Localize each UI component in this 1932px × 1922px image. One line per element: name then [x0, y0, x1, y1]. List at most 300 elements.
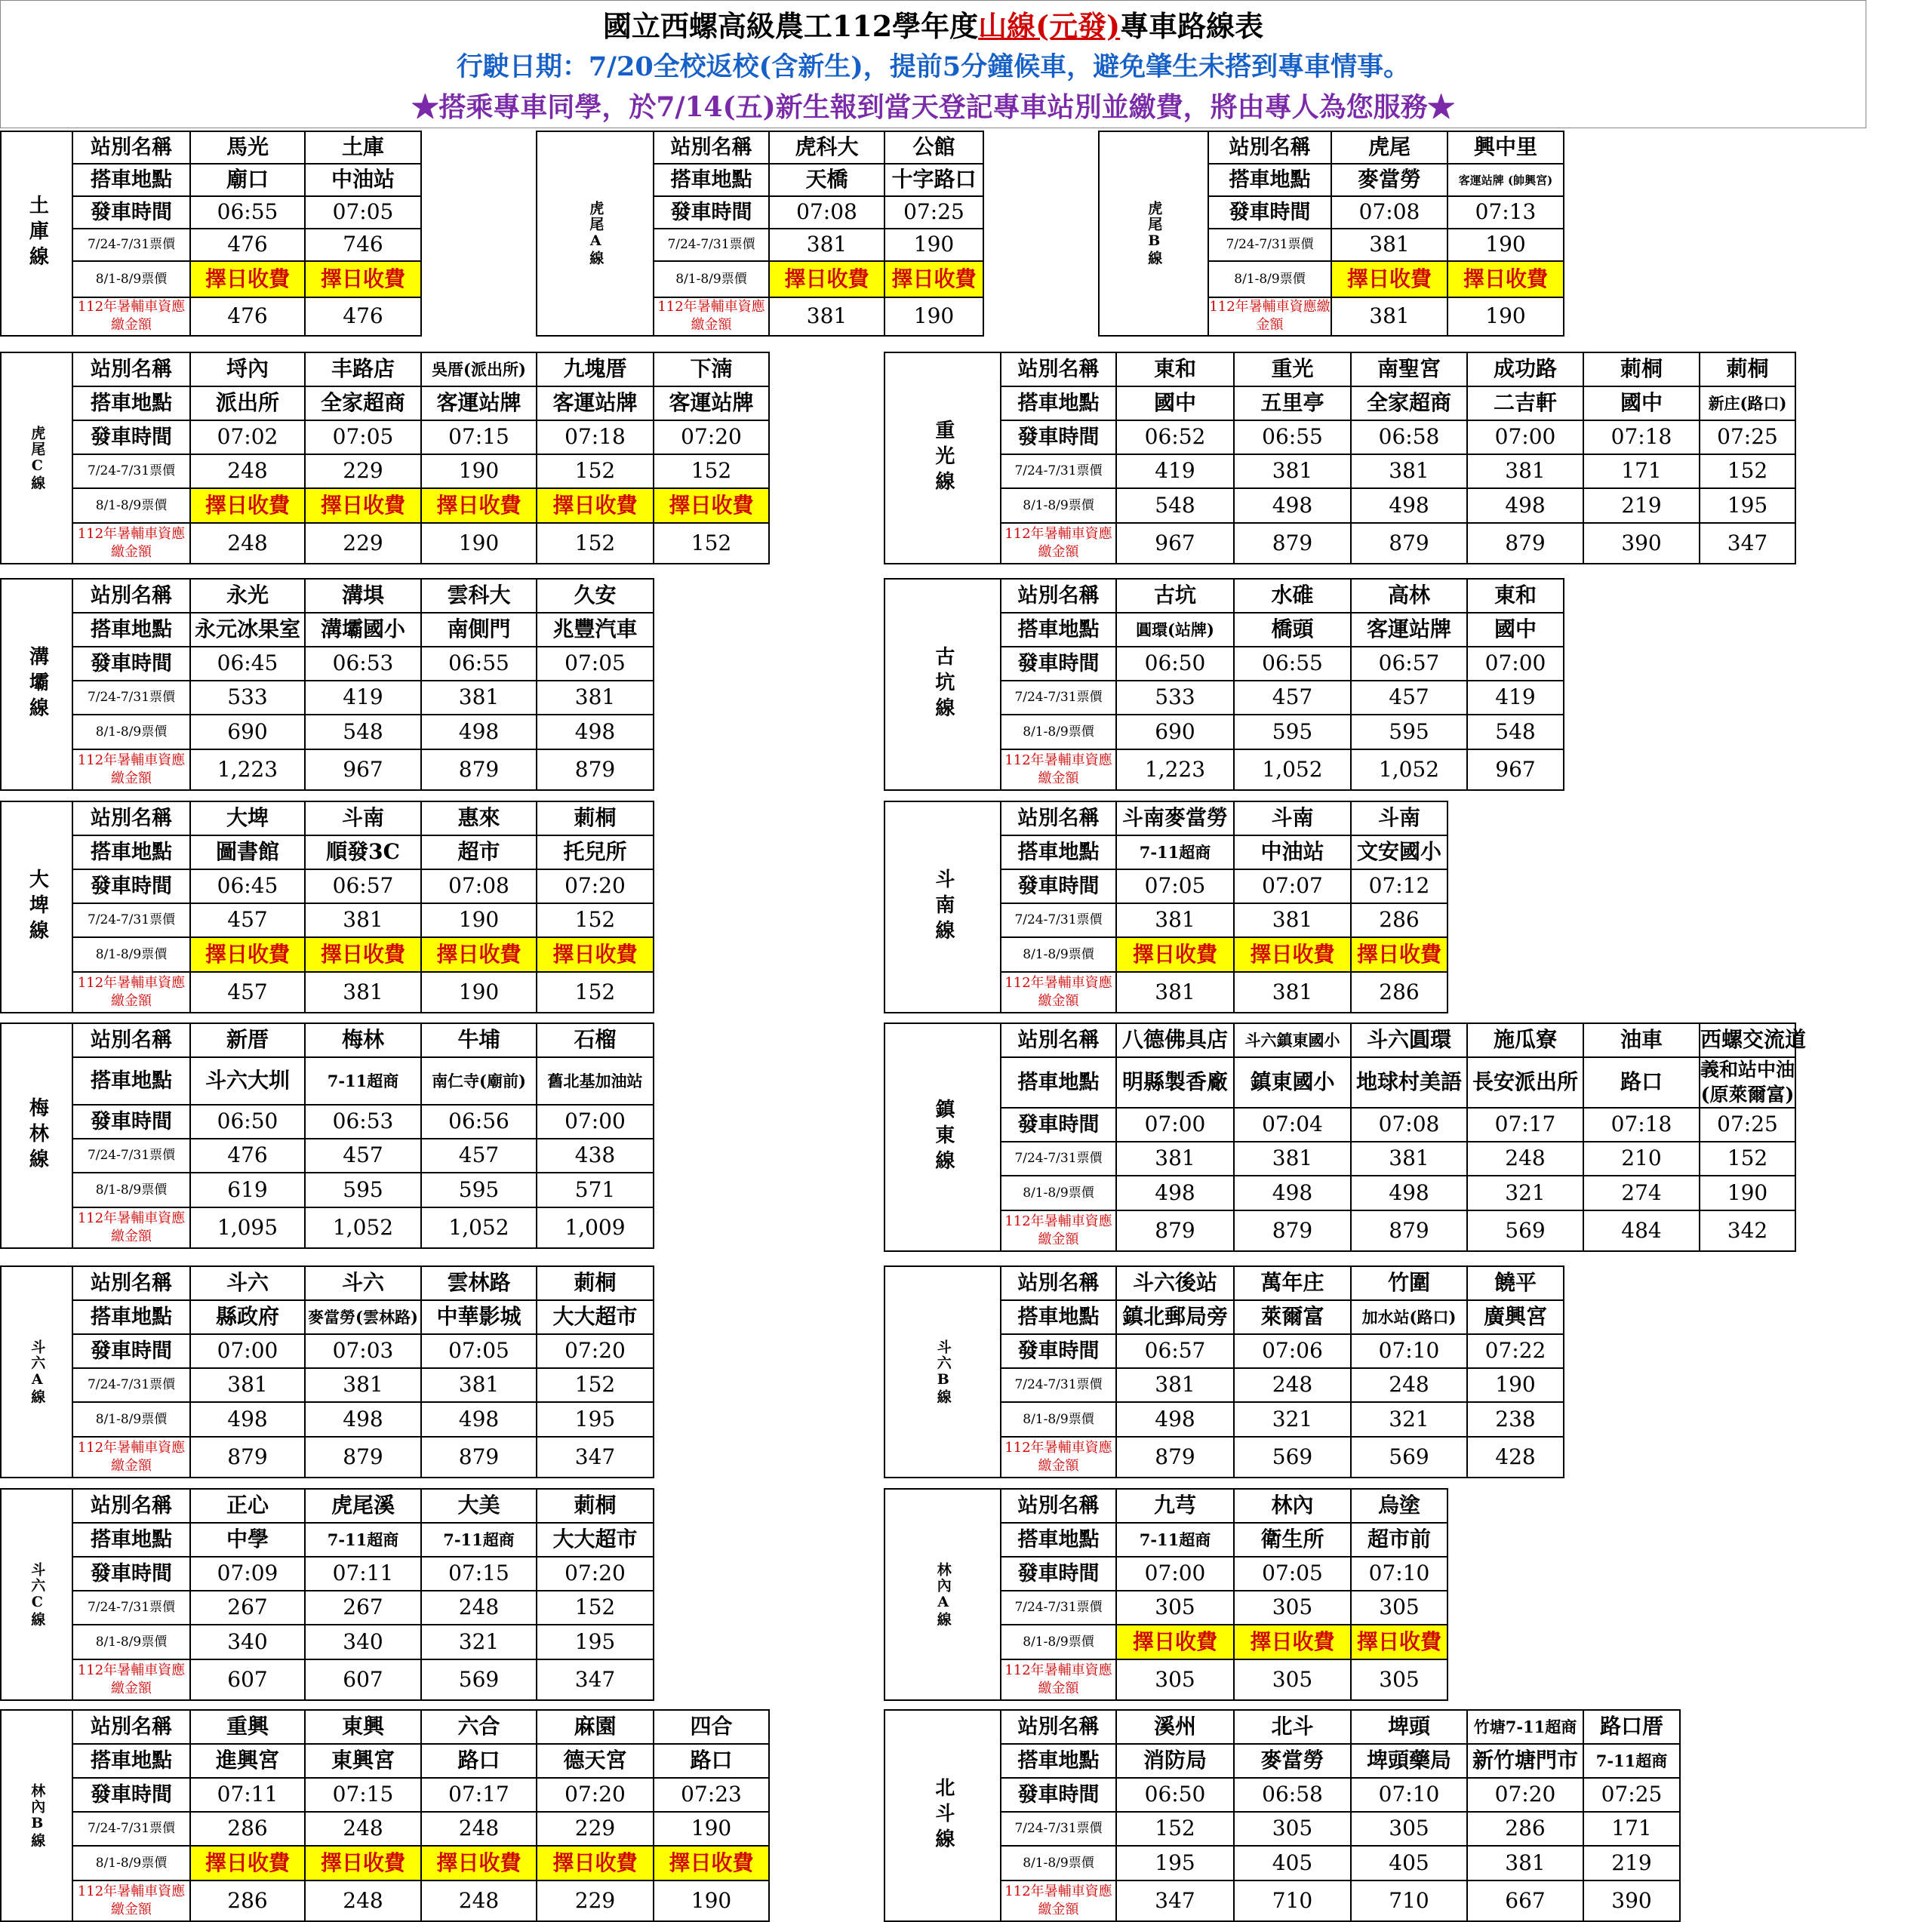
- place-cell: 路口: [421, 1744, 537, 1778]
- price-jul-row: [1, 903, 654, 937]
- row-label: 8/1-8/9票價: [72, 261, 190, 297]
- fee-cell: 667: [1467, 1880, 1583, 1921]
- price-cell: 擇日收費: [1351, 937, 1447, 972]
- station-cell: 雲林路: [421, 1266, 537, 1300]
- row-label: 搭車地點: [72, 835, 190, 869]
- fee-cell: 1,052: [305, 1207, 421, 1248]
- price-cell: 498: [421, 1402, 537, 1437]
- row-label: 發車時間: [1001, 1108, 1116, 1142]
- station-cell: 東和: [1116, 352, 1234, 386]
- page-title: [1, 5, 1866, 48]
- station-name-row: [884, 1489, 1447, 1523]
- row-label: 7/24-7/31票價: [72, 1591, 190, 1625]
- station-cell: 成功路: [1467, 352, 1583, 386]
- price-cell: 381: [1467, 1846, 1583, 1880]
- fee-cell: 569: [1467, 1210, 1583, 1251]
- fee-cell: 305: [1116, 1659, 1234, 1700]
- price-cell: 498: [1351, 1176, 1467, 1210]
- title-text: 國立西螺高級農工112學年度: [602, 9, 979, 43]
- route-name: 虎尾A線: [537, 131, 654, 336]
- price-cell: 498: [190, 1402, 305, 1437]
- price-cell: 286: [1467, 1812, 1583, 1846]
- fee-cell: 476: [190, 297, 305, 336]
- row-label: 112年暑輔車資應繳金額: [1001, 1659, 1116, 1700]
- row-label: 站別名稱: [1001, 801, 1116, 835]
- station-name-row: [1, 1023, 654, 1057]
- price-cell: 152: [654, 454, 769, 488]
- price-cell: 381: [421, 681, 537, 715]
- time-cell: 06:57: [1351, 647, 1467, 681]
- boarding-place-row: [1, 613, 654, 647]
- fee-cell: 152: [537, 972, 654, 1013]
- price-cell: 340: [305, 1625, 421, 1659]
- price-cell: 498: [1467, 488, 1583, 523]
- place-cell: 德天宮: [537, 1744, 654, 1778]
- price-cell: 擇日收費: [190, 937, 305, 972]
- price-cell: 擇日收費: [421, 488, 537, 523]
- station-cell: 莿桐: [1700, 352, 1795, 386]
- route-table: [884, 1488, 1448, 1701]
- row-label: 7/24-7/31票價: [72, 229, 190, 261]
- departure-time-row: [1, 1334, 654, 1368]
- fee-cell: 967: [305, 749, 421, 790]
- price-cell: 498: [1234, 1176, 1351, 1210]
- price-cell: 267: [305, 1591, 421, 1625]
- time-cell: 07:10: [1351, 1557, 1447, 1591]
- row-label: 發車時間: [72, 1105, 190, 1139]
- row-label: 7/24-7/31票價: [72, 1139, 190, 1173]
- place-cell: 路口: [654, 1744, 769, 1778]
- row-label: 112年暑輔車資應繳金額: [72, 972, 190, 1013]
- row-label: 112年暑輔車資應繳金額: [72, 297, 190, 336]
- row-label: 112年暑輔車資應繳金額: [1208, 297, 1331, 336]
- fee-row: [1, 523, 769, 564]
- price-cell: 152: [537, 903, 654, 937]
- price-cell: 擇日收費: [1234, 937, 1351, 972]
- route-name: 鎮東線: [884, 1023, 1001, 1251]
- row-label: 112年暑輔車資應繳金額: [72, 1207, 190, 1248]
- station-cell: 八德佛具店: [1116, 1023, 1234, 1057]
- price-cell: 152: [1700, 454, 1795, 488]
- fee-cell: 248: [421, 1880, 537, 1921]
- route-table: [0, 1709, 770, 1922]
- boarding-place-row: [1, 1744, 769, 1778]
- fee-cell: 347: [1700, 523, 1795, 564]
- price-cell: 498: [537, 715, 654, 749]
- fee-cell: 342: [1700, 1210, 1795, 1251]
- price-cell: 171: [1583, 1812, 1680, 1846]
- price-cell: 190: [1467, 1368, 1564, 1402]
- departure-time-row: [1, 647, 654, 681]
- fee-row: [1, 1880, 769, 1921]
- price-cell: 擇日收費: [537, 1846, 654, 1880]
- station-name-row: [884, 1023, 1795, 1057]
- price-aug-row: [1, 1173, 654, 1207]
- price-cell: 381: [537, 681, 654, 715]
- price-cell: 152: [537, 1591, 654, 1625]
- price-cell: 210: [1583, 1142, 1700, 1176]
- price-cell: 498: [421, 715, 537, 749]
- route-name: 斗六A線: [1, 1266, 72, 1478]
- row-label: 8/1-8/9票價: [1208, 261, 1331, 297]
- row-label: 發車時間: [72, 1557, 190, 1591]
- place-cell: 托兒所: [537, 835, 654, 869]
- place-cell: 7-11超商: [1583, 1744, 1680, 1778]
- place-cell: 7-11超商: [1116, 835, 1234, 869]
- place-cell: 文安國小: [1351, 835, 1447, 869]
- price-cell: 548: [305, 715, 421, 749]
- route-name: 斗南線: [884, 801, 1001, 1013]
- row-label: 站別名稱: [654, 131, 769, 164]
- place-cell: 天橋: [769, 164, 884, 196]
- row-label: 發車時間: [1208, 196, 1331, 229]
- price-cell: 195: [1116, 1846, 1234, 1880]
- fee-row: [1, 972, 654, 1013]
- route-table: [884, 1023, 1807, 1252]
- time-cell: 06:45: [190, 647, 305, 681]
- station-cell: 斗南: [1234, 801, 1351, 835]
- station-cell: 斗六鎮東國小: [1234, 1023, 1351, 1057]
- price-cell: 擇日收費: [1234, 1625, 1351, 1659]
- row-label: 7/24-7/31票價: [1001, 1142, 1116, 1176]
- price-cell: 190: [884, 229, 983, 261]
- time-cell: 07:25: [1583, 1778, 1680, 1812]
- price-cell: 219: [1583, 1846, 1680, 1880]
- row-label: 8/1-8/9票價: [72, 1402, 190, 1437]
- price-cell: 533: [190, 681, 305, 715]
- row-label: 發車時間: [72, 420, 190, 454]
- place-cell: 全家超商: [1351, 386, 1467, 420]
- price-cell: 533: [1116, 681, 1234, 715]
- station-name-row: [884, 1710, 1680, 1744]
- station-cell: 麻園: [537, 1710, 654, 1744]
- page-header: [0, 0, 1866, 128]
- fee-cell: 381: [769, 297, 884, 336]
- time-cell: 07:15: [421, 420, 537, 454]
- time-cell: 07:00: [1467, 647, 1564, 681]
- fee-cell: 248: [305, 1880, 421, 1921]
- station-cell: 六合: [421, 1710, 537, 1744]
- place-cell: 長安派出所: [1467, 1057, 1583, 1108]
- place-cell: 斗六大圳: [190, 1057, 305, 1105]
- fee-cell: 286: [1351, 972, 1447, 1013]
- price-cell: 381: [305, 1368, 421, 1402]
- time-cell: 07:20: [537, 1334, 654, 1368]
- place-cell: 義和站中油 (原萊爾富): [1700, 1057, 1795, 1108]
- route-table: [0, 131, 422, 337]
- time-cell: 07:06: [1234, 1334, 1351, 1368]
- row-label: 站別名稱: [72, 352, 190, 386]
- price-cell: 405: [1351, 1846, 1467, 1880]
- price-cell: 498: [1116, 1402, 1234, 1437]
- station-name-row: [537, 131, 983, 164]
- time-cell: 07:25: [1700, 420, 1795, 454]
- price-aug-row: [884, 488, 1795, 523]
- station-name-row: [1, 801, 654, 835]
- fee-cell: 710: [1351, 1880, 1467, 1921]
- station-cell: 梅林: [305, 1023, 421, 1057]
- station-cell: 石榴: [537, 1023, 654, 1057]
- place-cell: 新庄(路口): [1700, 386, 1795, 420]
- station-cell: 施瓜寮: [1467, 1023, 1583, 1057]
- price-cell: 擇日收費: [537, 488, 654, 523]
- price-cell: 476: [190, 1139, 305, 1173]
- time-cell: 06:50: [1116, 1778, 1234, 1812]
- fee-row: [1, 1437, 654, 1478]
- price-cell: 305: [1116, 1591, 1234, 1625]
- fee-cell: 879: [1116, 1437, 1234, 1478]
- fee-cell: 152: [537, 523, 654, 564]
- station-cell: 斗南: [305, 801, 421, 835]
- row-label: 8/1-8/9票價: [1001, 1625, 1116, 1659]
- row-label: 搭車地點: [72, 1057, 190, 1105]
- row-label: 7/24-7/31票價: [1001, 1368, 1116, 1402]
- time-cell: 07:18: [1583, 420, 1700, 454]
- price-cell: 195: [537, 1402, 654, 1437]
- route-name: 溝壩線: [1, 579, 72, 790]
- price-cell: 321: [1234, 1402, 1351, 1437]
- row-label: 112年暑輔車資應繳金額: [654, 297, 769, 336]
- fee-cell: 1,052: [421, 1207, 537, 1248]
- fee-cell: 229: [537, 1880, 654, 1921]
- price-cell: 746: [305, 229, 421, 261]
- price-cell: 498: [1116, 1176, 1234, 1210]
- time-cell: 07:25: [1700, 1108, 1795, 1142]
- route-table: [0, 1265, 654, 1478]
- station-cell: 斗南: [1351, 801, 1447, 835]
- place-cell: 兆豐汽車: [537, 613, 654, 647]
- schedule-notice: 行駛日期：7/20全校返校(含新生)，提前5分鐘候車，避免肇生未搭到專車情事。: [456, 51, 1411, 82]
- time-cell: 07:10: [1351, 1778, 1467, 1812]
- place-cell: 新竹塘門市: [1467, 1744, 1583, 1778]
- place-cell: 客運站牌: [1351, 613, 1467, 647]
- route-name: 虎尾C線: [1, 352, 72, 564]
- route-table: [884, 1265, 1564, 1478]
- price-cell: 381: [1351, 1142, 1467, 1176]
- departure-time-row: [1, 420, 769, 454]
- row-label: 7/24-7/31票價: [1001, 1812, 1116, 1846]
- price-jul-row: [1, 1139, 654, 1173]
- station-cell: 竹圍: [1351, 1266, 1467, 1300]
- station-cell: 西螺交流道: [1700, 1023, 1795, 1057]
- fee-cell: 347: [537, 1659, 654, 1700]
- row-label: 7/24-7/31票價: [1001, 903, 1116, 937]
- time-cell: 07:20: [1467, 1778, 1583, 1812]
- route-table: [884, 801, 1448, 1013]
- row-label: 8/1-8/9票價: [72, 937, 190, 972]
- boarding-place-row: [1, 386, 769, 420]
- time-cell: 07:00: [190, 1334, 305, 1368]
- time-cell: 07:17: [1467, 1108, 1583, 1142]
- place-cell: 進興宮: [190, 1744, 305, 1778]
- place-cell: 永元冰果室: [190, 613, 305, 647]
- route-name: 古坑線: [884, 579, 1001, 790]
- fee-cell: 305: [1234, 1659, 1351, 1700]
- place-cell: 鎮北郵局旁: [1116, 1300, 1234, 1334]
- price-cell: 152: [537, 454, 654, 488]
- station-cell: 竹塘7-11超商: [1467, 1710, 1583, 1744]
- time-cell: 07:15: [421, 1557, 537, 1591]
- departure-time-row: [1, 869, 654, 903]
- price-jul-row: [1, 1812, 769, 1846]
- row-label: 發車時間: [1001, 1778, 1116, 1812]
- time-cell: 07:02: [190, 420, 305, 454]
- route-table: [536, 131, 984, 337]
- station-cell: 馬光: [190, 131, 305, 164]
- route-table: [884, 352, 1796, 564]
- station-cell: 水碓: [1234, 579, 1351, 613]
- price-cell: 595: [305, 1173, 421, 1207]
- station-cell: 南聖宮: [1351, 352, 1467, 386]
- fee-cell: 1,223: [190, 749, 305, 790]
- place-cell: 客運站牌: [654, 386, 769, 420]
- place-cell: 中油站: [305, 164, 421, 196]
- row-label: 發車時間: [72, 1334, 190, 1368]
- price-cell: 419: [1116, 454, 1234, 488]
- place-cell: 五里亭: [1234, 386, 1351, 420]
- fee-cell: 484: [1583, 1210, 1700, 1251]
- time-cell: 07:03: [305, 1334, 421, 1368]
- place-cell: 全家超商: [305, 386, 421, 420]
- row-label: 7/24-7/31票價: [72, 454, 190, 488]
- row-label: 7/24-7/31票價: [72, 903, 190, 937]
- row-label: 112年暑輔車資應繳金額: [1001, 972, 1116, 1013]
- price-cell: 381: [1351, 454, 1467, 488]
- station-cell: 大埤: [190, 801, 305, 835]
- row-label: 搭車地點: [72, 1744, 190, 1778]
- fee-cell: 428: [1467, 1437, 1564, 1478]
- price-cell: 擇日收費: [305, 1846, 421, 1880]
- station-name-row: [884, 1266, 1564, 1300]
- time-cell: 07:23: [654, 1778, 769, 1812]
- route-name: 梅林線: [1, 1023, 72, 1248]
- price-cell: 擇日收費: [1116, 1625, 1234, 1659]
- row-label: 8/1-8/9票價: [72, 1173, 190, 1207]
- time-cell: 07:05: [421, 1334, 537, 1368]
- route-name: 土庫線: [1, 131, 72, 336]
- price-cell: 305: [1234, 1812, 1351, 1846]
- fee-cell: 879: [1351, 523, 1467, 564]
- station-name-row: [1, 352, 769, 386]
- price-cell: 190: [421, 903, 537, 937]
- price-cell: 擇日收費: [1351, 1625, 1447, 1659]
- station-cell: 斗南麥當勞: [1116, 801, 1234, 835]
- station-cell: 古坑: [1116, 579, 1234, 613]
- fee-cell: 390: [1583, 1880, 1680, 1921]
- time-cell: 07:00: [1116, 1108, 1234, 1142]
- price-cell: 248: [305, 1812, 421, 1846]
- price-cell: 擇日收費: [654, 488, 769, 523]
- place-cell: 加水站(路口): [1351, 1300, 1467, 1334]
- row-label: 搭車地點: [72, 386, 190, 420]
- time-cell: 07:12: [1351, 869, 1447, 903]
- time-cell: 06:50: [1116, 647, 1234, 681]
- time-cell: 06:50: [190, 1105, 305, 1139]
- station-name-row: [1099, 131, 1564, 164]
- fee-cell: 607: [305, 1659, 421, 1700]
- station-cell: 東和: [1467, 579, 1564, 613]
- place-cell: 國中: [1583, 386, 1700, 420]
- fee-cell: 1,052: [1351, 749, 1467, 790]
- fee-cell: 381: [305, 972, 421, 1013]
- time-cell: 07:15: [305, 1778, 421, 1812]
- time-cell: 06:57: [305, 869, 421, 903]
- price-cell: 438: [537, 1139, 654, 1173]
- row-label: 搭車地點: [1001, 1523, 1116, 1557]
- row-label: 112年暑輔車資應繳金額: [1001, 1210, 1116, 1251]
- row-label: 站別名稱: [1001, 1710, 1116, 1744]
- row-label: 8/1-8/9票價: [1001, 715, 1116, 749]
- price-cell: 381: [190, 1368, 305, 1402]
- place-cell: 7-11超商: [1116, 1523, 1234, 1557]
- route-name: 北斗線: [884, 1710, 1001, 1921]
- boarding-place-row: [884, 386, 1795, 420]
- row-label: 7/24-7/31票價: [72, 1368, 190, 1402]
- place-cell: 二吉軒: [1467, 386, 1583, 420]
- station-name-row: [1, 131, 421, 164]
- station-cell: 下湳: [654, 352, 769, 386]
- price-cell: 152: [1116, 1812, 1234, 1846]
- fee-row: [884, 523, 1795, 564]
- place-cell: 客運站牌: [537, 386, 654, 420]
- price-cell: 690: [190, 715, 305, 749]
- station-name-row: [1, 1266, 654, 1300]
- price-jul-row: [1, 1368, 654, 1402]
- row-label: 112年暑輔車資應繳金額: [72, 523, 190, 564]
- place-cell: 國中: [1467, 613, 1564, 647]
- price-cell: 595: [421, 1173, 537, 1207]
- station-name-row: [884, 801, 1447, 835]
- time-cell: 07:09: [190, 1557, 305, 1591]
- price-cell: 238: [1467, 1402, 1564, 1437]
- fee-cell: 190: [884, 297, 983, 336]
- boarding-place-row: [884, 1744, 1680, 1778]
- row-label: 8/1-8/9票價: [72, 715, 190, 749]
- price-cell: 498: [305, 1402, 421, 1437]
- time-cell: 07:05: [1116, 869, 1234, 903]
- fee-cell: 879: [1116, 1210, 1234, 1251]
- fee-cell: 229: [305, 523, 421, 564]
- place-cell: 衛生所: [1234, 1523, 1351, 1557]
- price-cell: 381: [421, 1368, 537, 1402]
- price-jul-row: [884, 1812, 1680, 1846]
- price-jul-row: [1, 681, 654, 715]
- row-label: 發車時間: [654, 196, 769, 229]
- time-cell: 07:05: [305, 196, 421, 229]
- station-cell: 大美: [421, 1489, 537, 1523]
- row-label: 發車時間: [1001, 647, 1116, 681]
- place-cell: 大大超市: [537, 1300, 654, 1334]
- fee-cell: 879: [537, 749, 654, 790]
- place-cell: 派出所: [190, 386, 305, 420]
- fee-cell: 476: [305, 297, 421, 336]
- station-cell: 斗六: [305, 1266, 421, 1300]
- price-cell: 305: [1234, 1591, 1351, 1625]
- station-cell: 烏塗: [1351, 1489, 1447, 1523]
- fee-row: [1, 749, 654, 790]
- place-cell: 溝壩國小: [305, 613, 421, 647]
- fee-cell: 569: [1351, 1437, 1467, 1478]
- row-label: 112年暑輔車資應繳金額: [72, 1437, 190, 1478]
- price-cell: 381: [1467, 454, 1583, 488]
- row-label: 112年暑輔車資應繳金額: [72, 1880, 190, 1921]
- place-cell: 十字路口: [884, 164, 983, 196]
- route-table: [884, 1709, 1681, 1922]
- price-aug-row: [1, 937, 654, 972]
- place-cell: 7-11超商: [305, 1523, 421, 1557]
- price-aug-row: [884, 1176, 1795, 1210]
- row-label: 搭車地點: [72, 1523, 190, 1557]
